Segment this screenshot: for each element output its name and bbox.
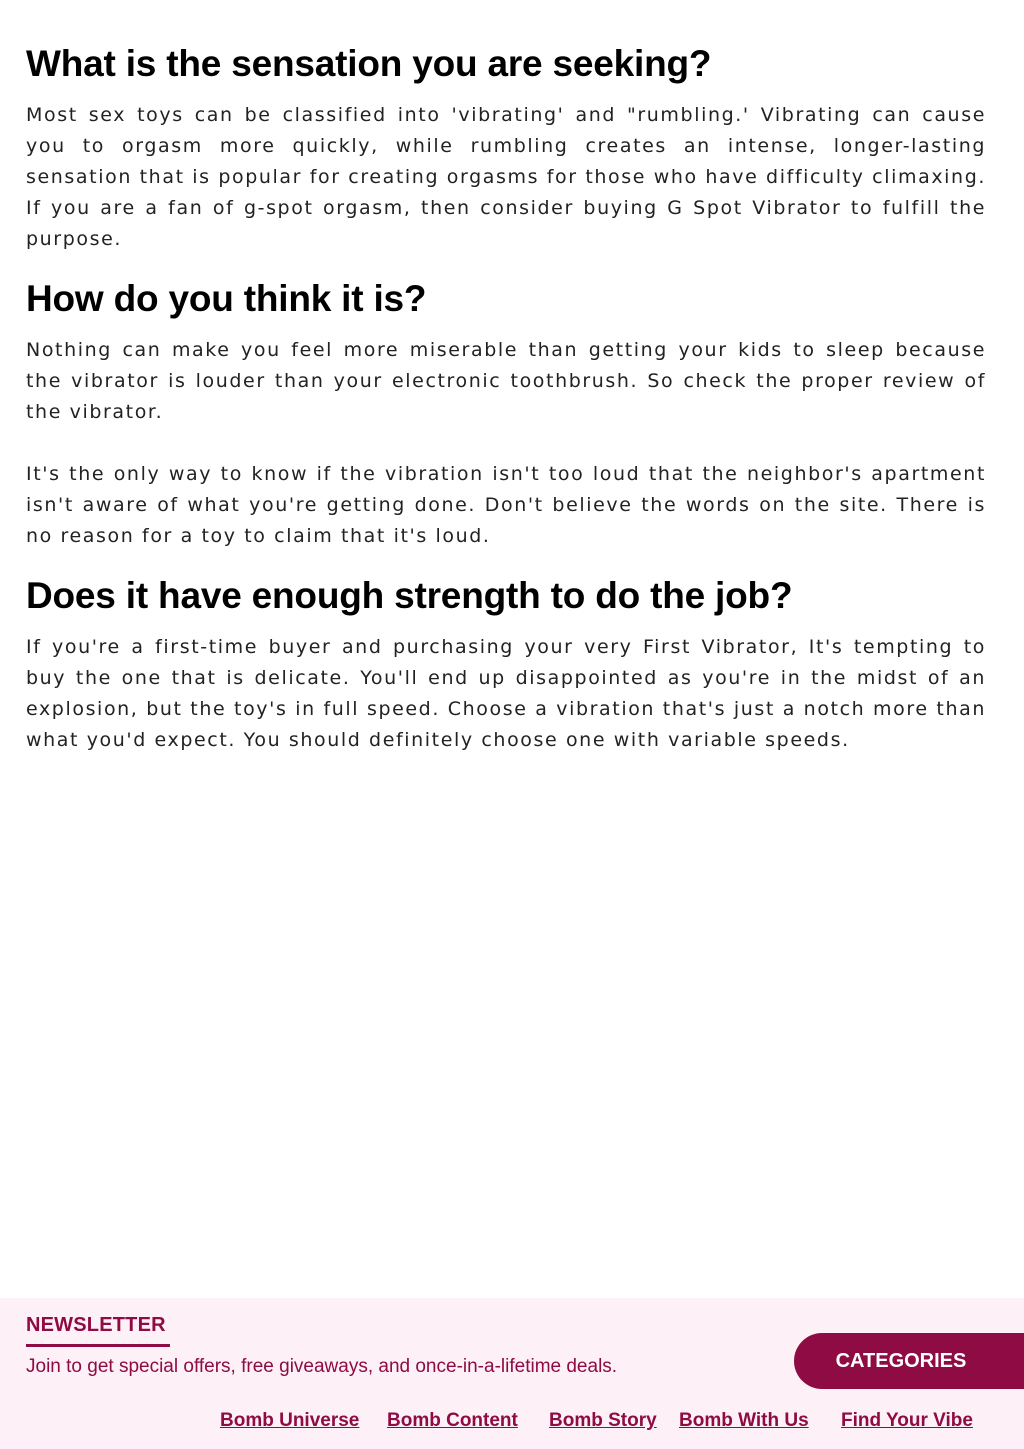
footer-link-bomb-story[interactable]: Bomb Story [549,1410,657,1431]
footer [0,1298,1024,1449]
newsletter-underline [26,1344,170,1347]
spacer [26,552,986,572]
section-paragraph-strength: If you're a first-time buyer and purchasing your very First Vibrator, It's tempting to buy the one that is delicate. You'll end up disappointed as you're in the midst of an explosion, but the toy's in full speed. Choose a vibration that's just a notch more than what you'd expect. You should definitely choose one with variable speeds. [26,636,986,751]
newsletter-text: Join to get special offers, free giveaways, and once-in-a-lifetime deals. [26,1356,618,1377]
article-content [26,40,986,756]
footer-link-find-your-vibe[interactable]: Find Your Vibe [841,1410,973,1431]
section-paragraph-loudness-2: It's the only way to know if the vibration isn't too loud that the neighbor's apartment isn't aware of what you're getting done. Don't believe the words on the site. There is no reason for a toy to claim that it's loud. [26,463,986,547]
categories-button[interactable]: CATEGORIES [794,1333,1024,1389]
footer-link-bomb-universe[interactable]: Bomb Universe [220,1410,360,1431]
spacer [26,255,986,275]
section-heading-sensation: What is the sensation you are seeking? [26,43,712,84]
section-heading-loudness: How do you think it is? [26,278,427,319]
footer-link-bomb-content[interactable]: Bomb Content [387,1410,518,1431]
footer-link-bomb-with-us[interactable]: Bomb With Us [679,1410,809,1431]
section-paragraph-sensation: Most sex toys can be classified into 'vibrating' and "rumbling.' Vibrating can cause you to orgasm more quickly, while rumbling creates an intense, longer-lasting sensation that is popular for creating orgasms for those who have difficulty climaxing. If you are a fan of g-spot orgasm, then consider buying G Spot Vibrator to fulfill the purpose. [26,104,986,250]
section-heading-strength: Does it have enough strength to do the job? [26,575,793,616]
section-paragraph-loudness-1: Nothing can make you feel more miserable than getting your kids to sleep because the vibrator is louder than your electronic toothbrush. So check the proper review of the vibrator. [26,339,986,423]
spacer [26,428,986,459]
footer-links [0,1410,1024,1436]
newsletter-title: NEWSLETTER [26,1314,166,1336]
